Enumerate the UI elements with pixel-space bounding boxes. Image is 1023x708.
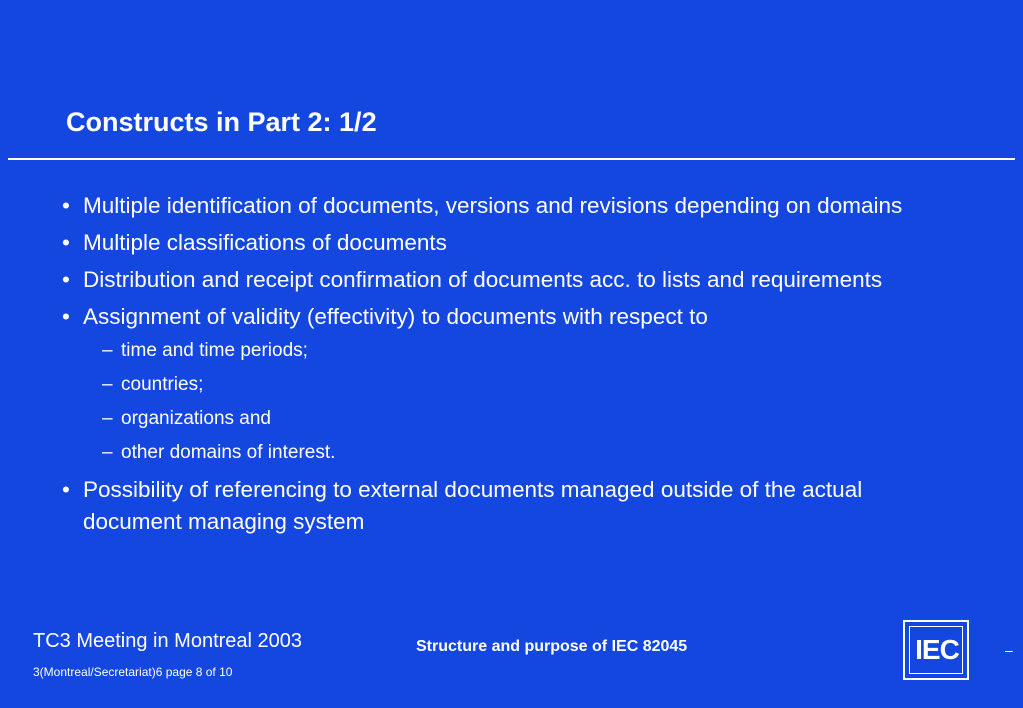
bullet-text: Distribution and receipt confirmation of documents acc. to lists and requirements (83, 267, 883, 292)
sub-bullet-item (62, 338, 942, 364)
corner-mark: – (1005, 642, 1013, 658)
iec-logo (903, 620, 969, 680)
bullet-item (62, 264, 942, 296)
sub-bullet-marker: – (102, 408, 113, 429)
bullet-marker: • (62, 477, 70, 502)
bullet-text: Multiple classifications of documents (83, 230, 447, 255)
sub-bullet-marker: – (102, 340, 113, 361)
bullet-text: Assignment of validity (effectivity) to documents with respect to (83, 304, 708, 329)
bullet-marker: • (62, 267, 70, 292)
sub-bullet-marker: – (102, 374, 113, 395)
bullet-marker: • (62, 193, 70, 218)
bullet-item (62, 190, 942, 222)
sub-bullet-marker: – (102, 442, 113, 463)
footer-meeting: TC3 Meeting in Montreal 2003 (33, 630, 303, 652)
title-divider (8, 158, 1015, 160)
footer-reference: 3(Montreal/Secretariat)6 page 8 of 10 (33, 665, 233, 679)
bullet-item (62, 301, 942, 333)
bullet-text: Multiple identification of documents, versions and revisions depending on domains (83, 193, 903, 218)
bullet-marker: • (62, 304, 70, 329)
sub-bullet-item (62, 372, 942, 398)
sub-bullet-text: time and time periods; (121, 340, 308, 361)
iec-logo-text: IEC (915, 634, 959, 665)
footer-topic: Structure and purpose of IEC 82045 (416, 638, 688, 655)
bullet-marker: • (62, 230, 70, 255)
bullet-item (62, 474, 942, 538)
iec-logo-frame (909, 626, 963, 674)
bullet-item (62, 227, 942, 259)
sub-bullet-text: countries; (121, 374, 204, 395)
bullet-text: Possibility of referencing to external documents managed outside of the actual document managing system (83, 477, 863, 534)
slide-title: Constructs in Part 2: 1/2 (66, 107, 377, 137)
sub-bullet-item (62, 406, 942, 432)
sub-bullet-text: other domains of interest. (121, 442, 336, 463)
sub-bullet-text: organizations and (121, 408, 271, 429)
bullet-list (62, 190, 942, 543)
sub-bullet-item (62, 440, 942, 466)
sub-bullet-list (62, 338, 942, 466)
